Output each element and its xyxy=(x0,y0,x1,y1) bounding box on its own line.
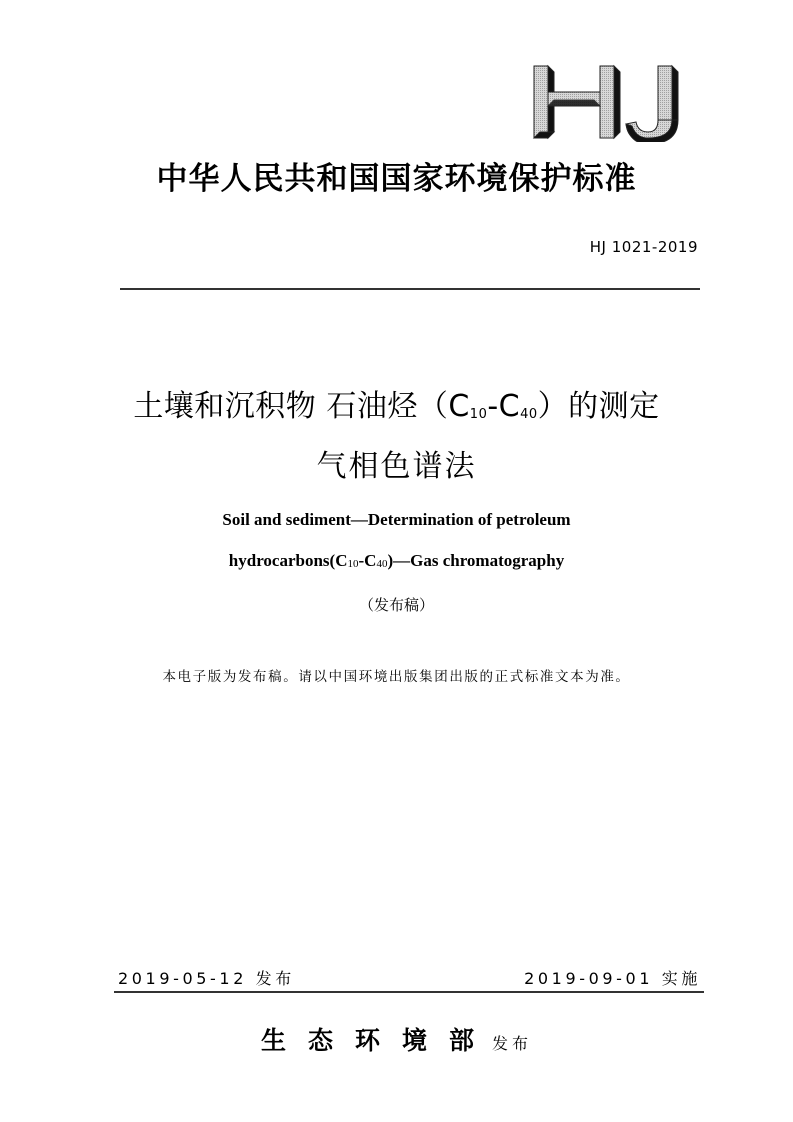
chinese-title-line-2: 气相色谱法 xyxy=(316,449,477,484)
standard-series-title: 中华人民共和国国家环境保护标准 xyxy=(156,161,637,197)
chinese-title-prefix: 土壤和沉积物 石油烃（C xyxy=(133,389,470,424)
header-divider xyxy=(120,288,700,290)
english-title-suffix: )—Gas chromatography xyxy=(387,551,565,570)
chinese-title-dash: -C xyxy=(487,389,521,424)
publish-date: 2019-05-12 发布 xyxy=(118,969,295,988)
edition-notice: 本电子版为发布稿。请以中国环境出版集团出版的正式标准文本为准。 xyxy=(162,669,631,685)
effective-date: 2019-09-01 实施 xyxy=(524,969,701,988)
standard-code: HJ 1021-2019 xyxy=(589,238,698,256)
publisher-line xyxy=(0,1024,793,1061)
footer-divider xyxy=(114,991,704,993)
chinese-title-subscript-40: 40 xyxy=(520,407,538,422)
publisher-action: 发布 xyxy=(492,1034,533,1053)
draft-label: （发布稿） xyxy=(358,596,434,614)
hj-logo xyxy=(530,62,680,142)
chinese-title-subscript-10: 10 xyxy=(469,407,488,422)
english-title-line-2 xyxy=(0,550,793,575)
english-title-subscript-10: 10 xyxy=(347,558,359,570)
publisher-organization: 生态环境部 xyxy=(260,1026,496,1055)
chinese-title-suffix: ）的测定 xyxy=(537,389,660,424)
english-title-dash: -C xyxy=(358,551,377,570)
chinese-title-line-1 xyxy=(0,387,793,435)
english-title-subscript-40: 40 xyxy=(376,558,388,570)
english-title-prefix: hydrocarbons(C xyxy=(228,551,348,570)
english-title-line-1: Soil and sediment—Determination of petroleum xyxy=(222,510,571,529)
